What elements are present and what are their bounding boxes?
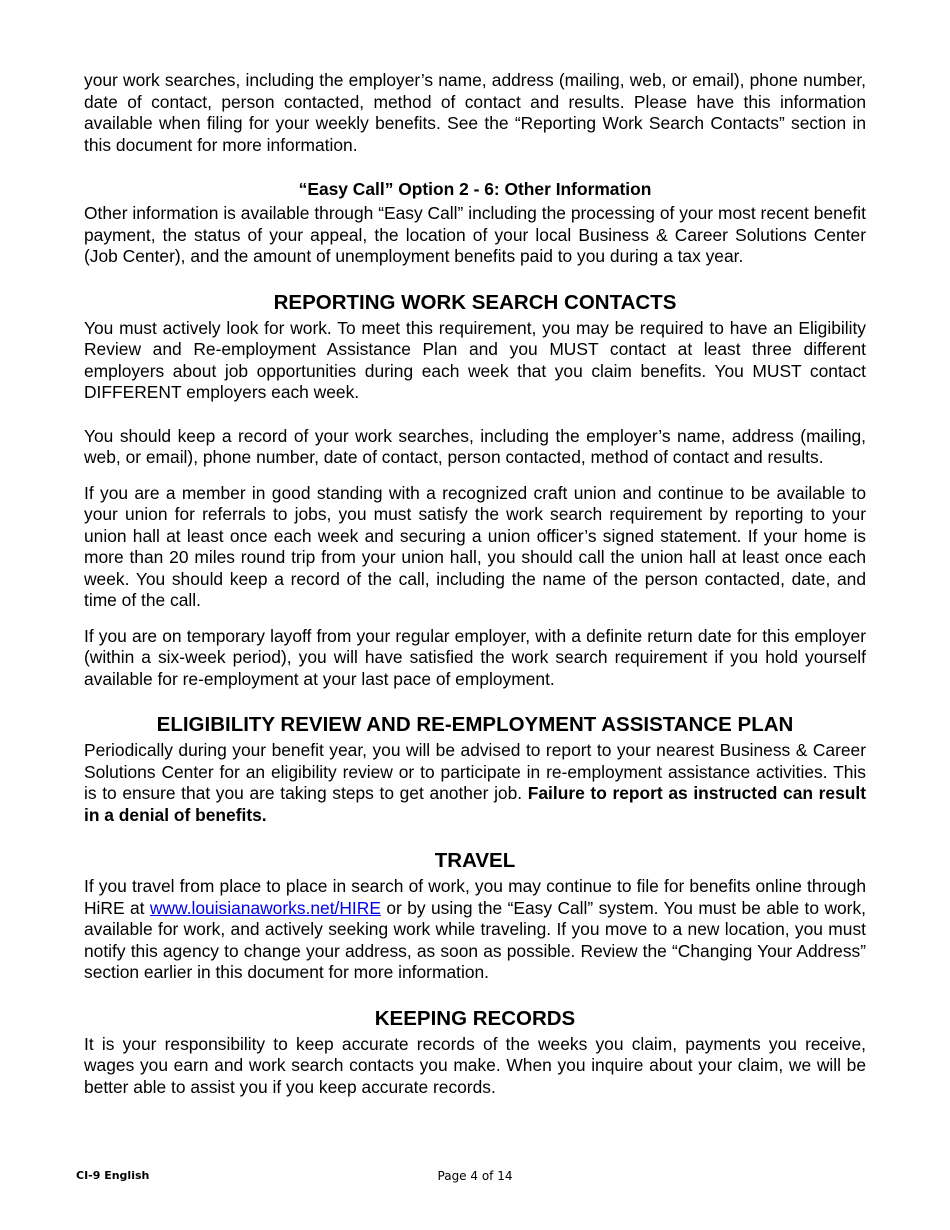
eligibility-warning: Failure to report as instructed can result in a denial of benefits. [84,783,866,825]
page-number: Page 4 of 14 [437,1169,513,1183]
records-heading: KEEPING RECORDS [374,1006,576,1030]
reporting-paragraph-1: You must actively look for work. To meet this requirement, you may be required to have an Eligibility Review and Re-employment Assistance Plan and you MUST contact at least three different employers about job opportunities during each week that you claim benefits. You MUST contact DIFFERENT employers each week. [84,317,866,402]
travel-heading: TRAVEL [434,849,516,872]
easy-call-heading: “Easy Call” Option 2 - 6: Other Information [298,179,652,199]
document-page [84,70,866,1098]
eligibility-heading: ELIGIBILITY REVIEW AND RE-EMPLOYMENT ASSISTANCE PLAN [156,713,794,736]
form-id: CI-9 English [76,1169,150,1182]
reporting-heading: REPORTING WORK SEARCH CONTACTS [273,290,677,314]
travel-text-after: or by using the “Easy Call” system. You must be able to work, available for work, and actively seeking work while traveling. If you move to a new location, you must notify this agency to change your address, as soon as possible. Review the “Changing Your Address” section earlier in this document for more information. [84,897,866,982]
hire-website-link[interactable]: www.louisianaworks.net/HIRE [149,897,381,918]
reporting-paragraph-2: You should keep a record of your work searches, including the employer’s name, address (mailing, web, or email), phone number, date of contact, person contacted, method of contact and results. [84,425,866,467]
reporting-paragraph-4: If you are on temporary layoff from your regular employer, with a definite return date for this employer (within a six-week period), you will have satisfied the work search requirement if you hold yourself available for re-employment at your last pace of employment. [84,625,866,689]
easy-call-paragraph: Other information is available through “Easy Call” including the processing of your most recent benefit payment, the status of your appeal, the location of your local Business & Career Solutions Center (Job Center), and the amount of unemployment benefits paid to you during a tax year. [84,203,866,266]
travel-text-before: If you travel from place to place in search of work, you may continue to file for benefits online through HiRE at [84,876,866,918]
records-paragraph: It is your responsibility to keep accurate records of the weeks you claim, payments you receive, wages you earn and work search contacts you make. When you inquire about your claim, we will be better able to assist you if you keep accurate records. [84,1033,866,1097]
eligibility-paragraph [84,740,866,826]
reporting-paragraph-3: If you are a member in good standing with a recognized craft union and continue to be available to your union for referrals to jobs, you must satisfy the work search requirement by reporting to your union hall at least once each week and securing a union officer’s signed statement. If your home is more than 20 miles round trip from your union hall, you should call the union hall at least once each week. You should keep a record of the call, including the name of the person contacted, date, and time of the call. [84,482,866,610]
travel-paragraph [84,876,866,984]
page-footer [0,1169,950,1187]
intro-paragraph: your work searches, including the employer’s name, address (mailing, web, or email), phone number, date of contact, person contacted, method of contact and results. Please have this information available when filing for your weekly benefits. See the “Reporting Work Search Contacts” section in this document for more information. [84,70,866,155]
eligibility-text: Periodically during your benefit year, you will be advised to report to your nearest Business & Career Solutions Center for an eligibility review or to participate in re-employment assistance activities. This is to ensure that you are taking steps to get another job. [84,740,866,803]
